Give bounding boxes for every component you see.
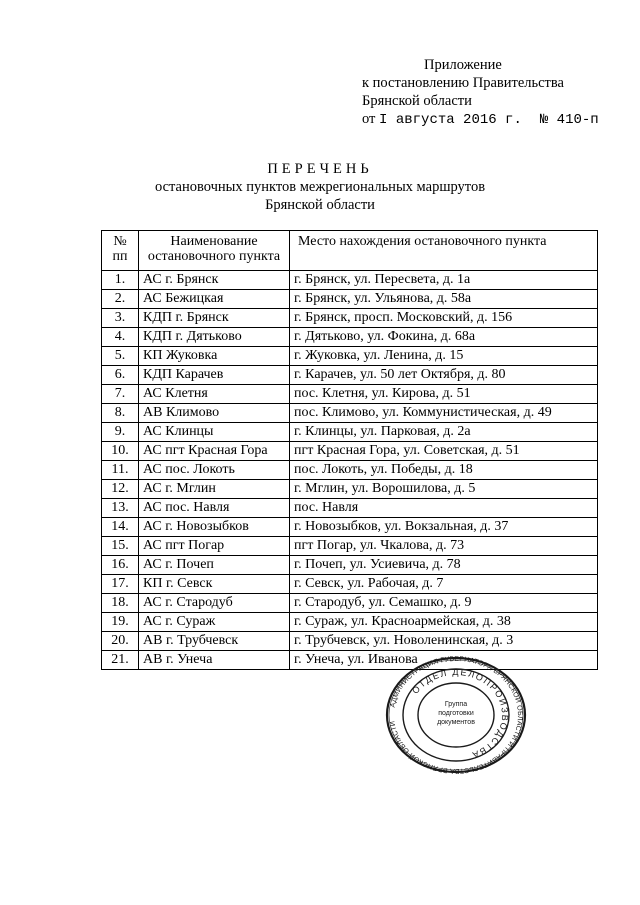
table-row [102, 613, 598, 632]
row-number: 3. [102, 309, 139, 328]
row-stop-name: КДП Карачев [139, 366, 290, 385]
row-location: пгт Погар, ул. Чкалова, д. 73 [290, 537, 598, 556]
row-stop-name: АС пгт Погар [139, 537, 290, 556]
row-location: г. Жуковка, ул. Ленина, д. 15 [290, 347, 598, 366]
table-row [102, 499, 598, 518]
table-row [102, 461, 598, 480]
row-stop-name: АС г. Почеп [139, 556, 290, 575]
row-stop-name: АВ г. Трубчевск [139, 632, 290, 651]
stops-table [101, 230, 598, 670]
row-stop-name: АС г. Стародуб [139, 594, 290, 613]
table-row [102, 309, 598, 328]
header-name-line1: Наименование [170, 234, 258, 249]
appendix-resolution-line: к постановлению Правительства [362, 75, 564, 91]
row-number: 1. [102, 271, 139, 290]
row-location: г. Сураж, ул. Красноармейская, д. 38 [290, 613, 598, 632]
header-number [102, 231, 139, 271]
row-stop-name: АС г. Брянск [139, 271, 290, 290]
row-stop-name: КП Жуковка [139, 347, 290, 366]
row-location: г. Клинцы, ул. Парковая, д. 2а [290, 423, 598, 442]
row-number: 13. [102, 499, 139, 518]
title-heading: ПЕРЕЧЕНЬ [267, 161, 373, 177]
header-number-line1: № [113, 234, 127, 249]
row-number: 15. [102, 537, 139, 556]
official-stamp [385, 656, 527, 774]
row-location: пос. Клетня, ул. Кирова, д. 51 [290, 385, 598, 404]
table-row [102, 328, 598, 347]
row-number: 14. [102, 518, 139, 537]
row-number: 17. [102, 575, 139, 594]
row-number: 21. [102, 651, 139, 670]
row-location: г. Трубчевск, ул. Новоленинская, д. 3 [290, 632, 598, 651]
row-number: 7. [102, 385, 139, 404]
row-stop-name: КП г. Севск [139, 575, 290, 594]
row-stop-name: КДП г. Дятьково [139, 328, 290, 347]
row-number: 5. [102, 347, 139, 366]
row-location: пос. Навля [290, 499, 598, 518]
row-number: 16. [102, 556, 139, 575]
row-location: г. Стародуб, ул. Семашко, д. 9 [290, 594, 598, 613]
row-location: г. Брянск, ул. Пересвета, д. 1а [290, 271, 598, 290]
row-stop-name: АС Клинцы [139, 423, 290, 442]
table-row [102, 347, 598, 366]
table-row [102, 385, 598, 404]
row-number: 2. [102, 290, 139, 309]
row-number: 9. [102, 423, 139, 442]
table-row [102, 632, 598, 651]
row-location: г. Мглин, ул. Ворошилова, д. 5 [290, 480, 598, 499]
appendix-region-line: Брянской области [362, 93, 472, 109]
header-location: Место нахождения остановочного пункта [290, 231, 598, 271]
row-location: г. Брянск, ул. Ульянова, д. 58а [290, 290, 598, 309]
row-stop-name: АС г. Мглин [139, 480, 290, 499]
row-location: пгт Красная Гора, ул. Советская, д. 51 [290, 442, 598, 461]
row-stop-name: АС Бежицкая [139, 290, 290, 309]
appendix-date-line [362, 110, 632, 129]
header-name [139, 231, 290, 271]
stamp-center-line3: документов [437, 719, 475, 726]
stamp-center-line2: подготовки [438, 710, 474, 717]
stamp-inner-text: ОТДЕЛ ДЕЛОПРОИЗВОДСТВА [410, 666, 511, 761]
row-stop-name: АВ г. Унеча [139, 651, 290, 670]
row-stop-name: АВ Климово [139, 404, 290, 423]
table-row [102, 290, 598, 309]
date-value: I августа 2016 г. [379, 112, 522, 128]
row-number: 11. [102, 461, 139, 480]
appendix-block [362, 56, 632, 129]
title-line-3: Брянской области [265, 197, 375, 213]
stamp-outer-text: АДМИНИСТРАЦИЯ ГУБЕРНАТОРА БРЯНСКОЙ ОБЛАСТИ И ПРАВИТЕЛЬСТВА БРЯНСКОЙ ОБЛАСТИ [389, 656, 524, 774]
row-number: 10. [102, 442, 139, 461]
document-title [0, 160, 640, 214]
row-location: г. Севск, ул. Рабочая, д. 7 [290, 575, 598, 594]
row-number: 18. [102, 594, 139, 613]
date-prefix: от [362, 111, 376, 127]
row-stop-name: АС пос. Навля [139, 499, 290, 518]
appendix-title: Приложение [424, 57, 502, 73]
title-line-2: остановочных пунктов межрегиональных маршрутов [154, 179, 486, 195]
row-number: 4. [102, 328, 139, 347]
table-row [102, 594, 598, 613]
row-stop-name: АС пос. Локоть [139, 461, 290, 480]
row-location: пос. Климово, ул. Коммунистическая, д. 49 [290, 404, 598, 423]
row-location: г. Унеча, ул. Иванова [290, 651, 598, 670]
row-number: 6. [102, 366, 139, 385]
row-location: г. Дятьково, ул. Фокина, д. 68а [290, 328, 598, 347]
table-row [102, 518, 598, 537]
table-row [102, 537, 598, 556]
table-row [102, 404, 598, 423]
row-location: г. Брянск, просп. Московский, д. 156 [290, 309, 598, 328]
row-number: 8. [102, 404, 139, 423]
row-location: пос. Локоть, ул. Победы, д. 18 [290, 461, 598, 480]
row-stop-name: АС Клетня [139, 385, 290, 404]
row-location: г. Новозыбков, ул. Вокзальная, д. 37 [290, 518, 598, 537]
header-number-line2: пп [112, 249, 128, 264]
row-number: 19. [102, 613, 139, 632]
row-stop-name: АС г. Новозыбков [139, 518, 290, 537]
stamp-center-line1: Группа [444, 701, 468, 708]
row-stop-name: АС пгт Красная Гора [139, 442, 290, 461]
row-number: 20. [102, 632, 139, 651]
row-location: г. Карачев, ул. 50 лет Октября, д. 80 [290, 366, 598, 385]
row-stop-name: АС г. Сураж [139, 613, 290, 632]
header-name-line2: остановочного пункта [147, 249, 281, 264]
table-row [102, 271, 598, 290]
table-row [102, 442, 598, 461]
table-row [102, 423, 598, 442]
row-stop-name: КДП г. Брянск [139, 309, 290, 328]
row-location: г. Почеп, ул. Усиевича, д. 78 [290, 556, 598, 575]
table-row [102, 480, 598, 499]
row-number: 12. [102, 480, 139, 499]
table-row [102, 556, 598, 575]
table-header-row [102, 231, 598, 271]
document-number: № 410-п [539, 112, 599, 128]
table-row [102, 575, 598, 594]
table-row [102, 366, 598, 385]
